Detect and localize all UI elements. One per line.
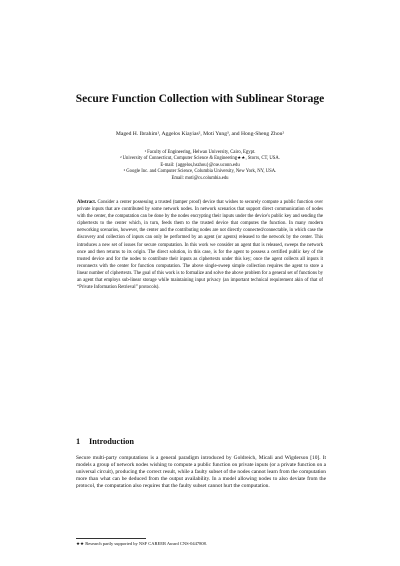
affiliation-3: ³ Google Inc. and Computer Science, Columbia University, New York, NY, USA. [123, 169, 277, 175]
author-list: Maged H. Ibrahim¹, Aggelos Kiayias², Moti Yung³, and Hong-Sheng Zhou² [115, 131, 285, 137]
footnote: ★★ Research partly supported by NSF CAREER Award CNS-0447808. [76, 541, 208, 546]
paper-title: Secure Function Collection with Sublinear Storage [75, 93, 325, 105]
affiliation-1: ¹ Faculty of Engineering, Helwan University, Cairo, Egypt. [144, 150, 256, 155]
abstract [77, 199, 323, 291]
section-heading [76, 437, 134, 447]
affiliation-3-email: Email: moti@cs.columbia.edu [171, 175, 229, 181]
abstract-label: Abstract. [77, 200, 97, 205]
footnote-divider [76, 538, 146, 539]
affiliations [40, 150, 360, 182]
affiliation-2: ² University of Connecticut, Computer Science & Engineering★★, Storrs, CT, USA. [120, 156, 280, 162]
section-title: Introduction [89, 437, 135, 446]
abstract-text: Consider a center possessing a trusted (tamper proof) device that wishes to securely compute a public function over private inputs that are contributed by some network nodes. In network scenarios that support direct communication of nodes with the center, the computation can be done by the nodes encrypting their inputs under the device's public key and sending the ciphertexts to the center which, in turn, feeds them to the trusted device that computes the function. In many modern networking scenarios, however, the center and the contributing nodes are not directly connected/connectable, in which case the discovery and collection of inputs can only be performed by an agent (or agents) released to the network by the center. This introduces a new set of issues for secure computation. In this work we consider an agent that is released, sweeps the network once and then returns to its origin. The direct solution, in this case, is for the agent to possess a certified public key of the trusted device and for the nodes to contribute their inputs as ciphertexts under this key; once the agent collects all inputs it reconnects with the center for function computation. The above single-sweep simple collection requires the agent to store a linear number of ciphertexts. The goal of this work is to formalize and solve the above problem for a general set of functions by an agent that employs sub-linear storage while maintaining input privacy (an important technical requirement akin of that of “Private Information Retrieval” protocols). [77, 200, 323, 291]
affiliation-2-email: E-mail: {aggelos,hszhou}@cse.uconn.edu [160, 162, 240, 168]
intro-paragraph: Secure multi-party computations is a general paradigm introduced by Goldreich, Micali and Wigderson [10]. It models a group of network nodes wishing to compute a public function on private inputs (or a private function on a universal circuit), producing the correct result, while a faulty subset of the nodes cannot learn from the computation more than what can be deduced from the output availability. In a model allowing nodes to also deviate from the protocol, the computation also requires that the faulty subset cannot hurt the computation. [76, 455, 326, 490]
section-number: 1 [76, 437, 81, 446]
